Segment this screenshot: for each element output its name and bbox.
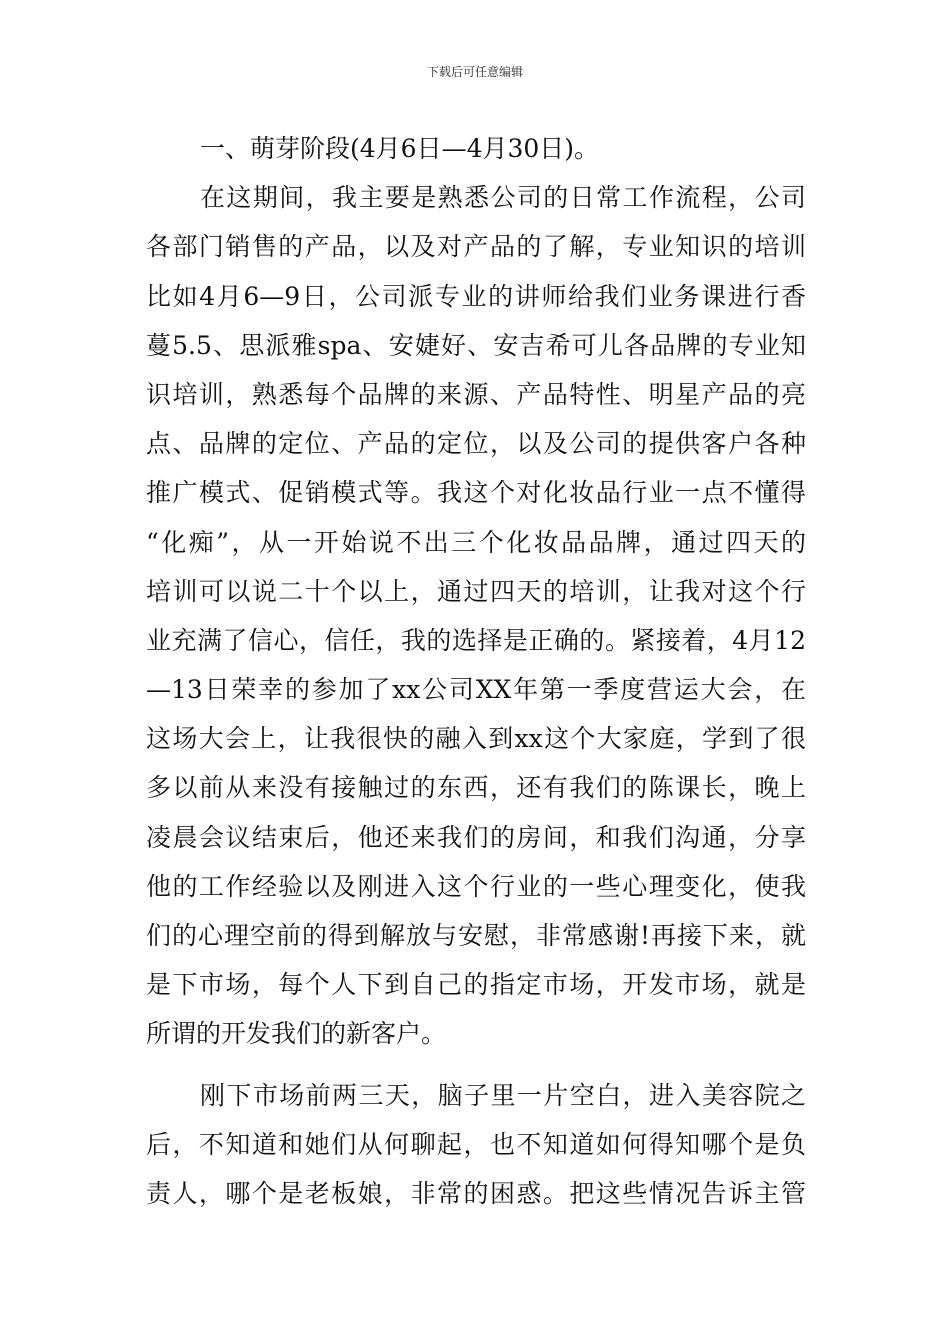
paragraph-line: 后，不知道和她们从何聊起，也不知道如何得知哪个是负 xyxy=(146,1129,806,1159)
paragraph-line: —13日荣幸的参加了xx公司XX年第一季度营运大会，在 xyxy=(146,675,806,705)
paragraph-line: 在这期间，我主要是熟悉公司的日常工作流程，公司 xyxy=(200,183,806,213)
paragraph-line: 他的工作经验以及刚进入这个行业的一些心理变化，使我 xyxy=(146,871,806,901)
document-body xyxy=(146,124,806,1218)
paragraph-line: 蔓5.5、思派雅spa、安婕好、安吉希可儿各品牌的专业知 xyxy=(146,330,806,360)
paragraph-2 xyxy=(146,1071,806,1219)
paragraph-line: 责人，哪个是老板娘，非常的困惑。把这些情况告诉主管 xyxy=(146,1178,806,1208)
paragraph-gap xyxy=(146,1059,806,1071)
paragraph-line: 凌晨会议结束后，他还来我们的房间，和我们沟通，分享 xyxy=(146,822,806,852)
paragraph-line: 这场大会上，让我很快的融入到xx这个大家庭，学到了很 xyxy=(146,724,806,754)
paragraph-line: 所谓的开发我们的新客户。 xyxy=(146,1019,447,1049)
paragraph-line: 业充满了信心，信任，我的选择是正确的。紧接着，4月12 xyxy=(146,625,806,655)
paragraph-1 xyxy=(146,173,806,1058)
paragraph-line: 们的心理空前的得到解放与安慰，非常感谢!再接下来，就 xyxy=(146,921,806,950)
section-heading: 一、萌芽阶段(4月6日—4月30日)。 xyxy=(200,134,600,163)
paragraph-line: 推广模式、促销模式等。我这个对化妆品行业一点不懂得 xyxy=(146,478,806,508)
paragraph-line: 比如4月6—9日，公司派专业的讲师给我们业务课进行香 xyxy=(146,281,806,311)
paragraph-line: 培训可以说二十个以上，通过四天的培训，让我对这个行 xyxy=(146,576,806,606)
paragraph-line: 是下市场，每个人下到自己的指定市场，开发市场，就是 xyxy=(146,970,806,1000)
paragraph-line: 点、品牌的定位、产品的定位，以及公司的提供客户各种 xyxy=(146,429,806,459)
paragraph-line: 刚下市场前两三天，脑子里一片空白，进入美容院之 xyxy=(200,1080,806,1110)
paragraph-line: 多以前从来没有接触过的东西，还有我们的陈课长，晚上 xyxy=(146,773,806,803)
paragraph-line: 各部门销售的产品，以及对产品的了解，专业知识的培训 xyxy=(146,232,806,262)
paragraph-line: 识培训，熟悉每个品牌的来源、产品特性、明星产品的亮 xyxy=(146,379,806,409)
page-header: 下载后可任意编辑 xyxy=(426,65,523,79)
paragraph-line: “化痴”，从一开始说不出三个化妆品品牌，通过四天的 xyxy=(146,527,806,557)
